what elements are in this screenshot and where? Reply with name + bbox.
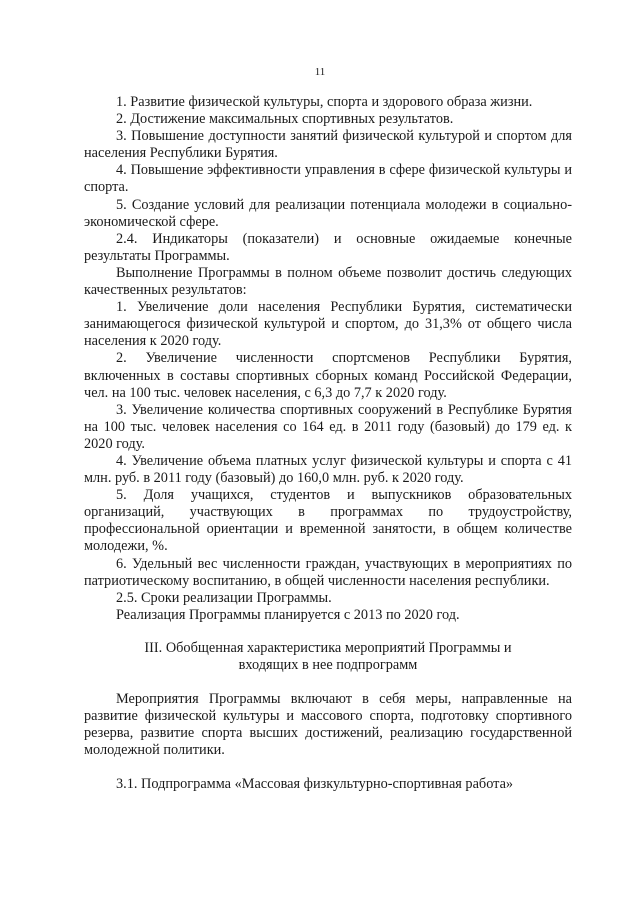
subprogram-heading: 3.1. Подпрограмма «Массовая физкультурно-спортивная работа»: [116, 776, 514, 793]
result-item: 3. Увеличение количества спортивных сооружений в Республике Бурятия на 100 тыс. человек населения со 164 ед. в 2011 году (базовый) до 179 ед. к 2020 году.: [84, 401, 572, 452]
section-title-line-2: входящих в нее подпрограмм: [238, 657, 418, 673]
results-intro: Выполнение Программы в полном объеме позволит достичь следующих качественных результатов:: [84, 264, 572, 299]
terms-heading: 2.5. Сроки реализации Программы.: [116, 589, 332, 606]
goal-item: 1. Развитие физической культуры, спорта и здорового образа жизни.: [116, 94, 533, 110]
goal-item: 3. Повышение доступности занятий физической культурой и спортом для населения Республики Бурятия.: [84, 128, 572, 162]
page-number: 11: [314, 66, 326, 78]
result-item: 2. Увеличение численности спортсменов Республики Бурятия, включенных в составы спортивных сборных команд Российской Федерации, чел. на 100 тыс. человек населения, с 6,3 до 7,7 к 2020 году.: [84, 350, 572, 401]
section-title: [84, 624, 572, 691]
goal-item: 4. Повышение эффективности управления в сфере физической культуры и спорта.: [84, 162, 572, 196]
indicators-heading: 2.4. Индикаторы (показатели) и основные ожидаемые конечные результаты Программы.: [84, 230, 572, 264]
result-item: 5. Доля учащихся, студентов и выпускников образовательных организаций, участвующих в программах по трудоустройству, профессиональной ориентации и временной занятости, в общем количестве молодежи, %.: [84, 487, 572, 555]
terms-text: Реализация Программы планируется с 2013 по 2020 год.: [116, 606, 460, 623]
result-item: 6. Удельный вес численности граждан, участвующих в мероприятиях по патриотическому воспитанию, в общей численности населения республики.: [84, 555, 572, 589]
document-body: [84, 94, 572, 794]
goal-item: 5. Создание условий для реализации потенциала молодежи в социально-экономической сфере.: [84, 196, 572, 230]
goal-item: 2. Достижение максимальных спортивных результатов.: [116, 111, 454, 128]
result-item: 4. Увеличение объема платных услуг физической культуры и спорта с 41 млн. руб. в 2011 году (базовый) до 160,0 млн. руб. к 2020 году.: [84, 452, 572, 487]
result-item: 1. Увеличение доли населения Республики Бурятия, систематически занимающегося физической культурой и спортом, до 31,3% от общего числа населения к 2020 году.: [84, 299, 572, 350]
section-title-line-1: III. Обобщенная характеристика мероприятий Программы и: [144, 639, 512, 656]
section-intro: Мероприятия Программы включают в себя меры, направленные на развитие физической культуры и массового спорта, подготовку спортивного резерва, развитие спорта высших достижений, реализацию государственной молодежной политики.: [84, 691, 572, 759]
